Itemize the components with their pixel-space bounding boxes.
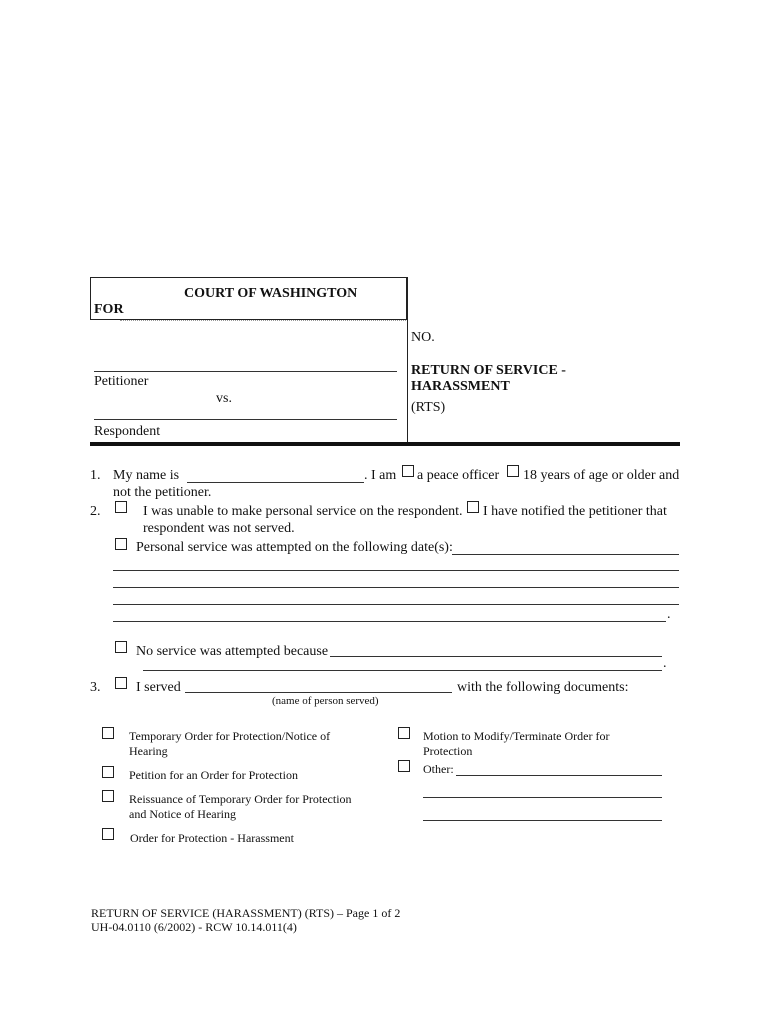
- no-service-period: .: [663, 656, 667, 671]
- document-title-line1: RETURN OF SERVICE -: [411, 363, 566, 378]
- peace-officer-label: a peace officer: [417, 468, 500, 483]
- doc-other-line-2[interactable]: [423, 797, 662, 798]
- notified-continuation: respondent was not served.: [143, 521, 295, 536]
- my-name-field[interactable]: [187, 482, 364, 483]
- doc-motion-modify-label: Motion to Modify/Terminate Order for: [423, 729, 610, 743]
- no-service-reason-line-2[interactable]: [143, 670, 662, 671]
- notified-petitioner-label: I have notified the petitioner that: [483, 504, 667, 519]
- doc-temp-order-label-2: Hearing: [129, 744, 168, 758]
- respondent-name-field[interactable]: [94, 419, 397, 420]
- item-3-number: 3.: [90, 680, 101, 695]
- doc-temp-order-label: Temporary Order for Protection/Notice of: [129, 729, 331, 743]
- court-title: COURT OF WASHINGTON: [184, 286, 358, 301]
- caption-divider: [407, 277, 408, 442]
- item-1-number: 1.: [90, 468, 101, 483]
- attempt-dates-line-1[interactable]: [452, 554, 679, 555]
- for-label: FOR: [94, 302, 124, 317]
- document-code: (RTS): [411, 400, 446, 415]
- doc-reissuance-label: Reissuance of Temporary Order for Protection: [129, 792, 352, 806]
- doc-order-protection-checkbox[interactable]: [102, 828, 114, 840]
- notified-petitioner-checkbox[interactable]: [467, 501, 479, 513]
- doc-motion-modify-checkbox[interactable]: [398, 727, 410, 739]
- document-title-line2: HARASSMENT: [411, 379, 510, 394]
- attempt-dates-line-5[interactable]: [113, 621, 666, 622]
- doc-other-line-3[interactable]: [423, 820, 662, 821]
- attempt-dates-line-4[interactable]: [113, 604, 679, 605]
- attempted-service-label: Personal service was attempted on the following date(s):: [136, 540, 453, 555]
- case-number-label: NO.: [411, 330, 435, 345]
- item-2-number: 2.: [90, 504, 101, 519]
- vs-label: vs.: [216, 391, 232, 406]
- doc-temp-order-checkbox[interactable]: [102, 727, 114, 739]
- served-label: I served: [136, 680, 181, 695]
- doc-other-label: Other:: [423, 762, 454, 776]
- unable-to-serve-label: I was unable to make personal service on the respondent.: [143, 504, 463, 519]
- doc-reissuance-label-2: and Notice of Hearing: [129, 807, 236, 821]
- item-1-continuation: not the petitioner.: [113, 485, 212, 500]
- adult-checkbox[interactable]: [507, 465, 519, 477]
- doc-motion-modify-label-2: Protection: [423, 744, 473, 758]
- documents-label: with the following documents:: [457, 680, 629, 695]
- no-service-reason-line-1[interactable]: [330, 656, 662, 657]
- doc-petition-checkbox[interactable]: [102, 766, 114, 778]
- adult-label: 18 years of age or older and: [523, 468, 680, 483]
- respondent-label: Respondent: [94, 424, 161, 439]
- caption-rule: [90, 442, 680, 446]
- my-name-label: My name is: [113, 468, 180, 483]
- footer-title: RETURN OF SERVICE (HARASSMENT) (RTS) – Page 1 of 2: [91, 906, 401, 920]
- attempt-dates-line-3[interactable]: [113, 587, 679, 588]
- no-service-label: No service was attempted because: [136, 644, 329, 659]
- for-county-field[interactable]: [120, 320, 406, 321]
- peace-officer-checkbox[interactable]: [402, 465, 414, 477]
- no-service-checkbox[interactable]: [115, 641, 127, 653]
- attempted-service-checkbox[interactable]: [115, 538, 127, 550]
- doc-other-checkbox[interactable]: [398, 760, 410, 772]
- i-am-label: . I am: [364, 468, 397, 483]
- person-served-caption: (name of person served): [272, 695, 379, 707]
- petitioner-name-field[interactable]: [94, 371, 397, 372]
- attempt-dates-period: .: [667, 607, 671, 622]
- person-served-field[interactable]: [185, 692, 452, 693]
- doc-other-line-1[interactable]: [456, 775, 662, 776]
- petitioner-label: Petitioner: [94, 374, 149, 389]
- unable-to-serve-checkbox[interactable]: [115, 501, 127, 513]
- doc-order-protection-label: Order for Protection - Harassment: [130, 831, 294, 845]
- doc-petition-label: Petition for an Order for Protection: [129, 768, 298, 782]
- served-checkbox[interactable]: [115, 677, 127, 689]
- doc-reissuance-checkbox[interactable]: [102, 790, 114, 802]
- footer-form-number: UH-04.0110 (6/2002) - RCW 10.14.011(4): [91, 920, 297, 934]
- attempt-dates-line-2[interactable]: [113, 570, 679, 571]
